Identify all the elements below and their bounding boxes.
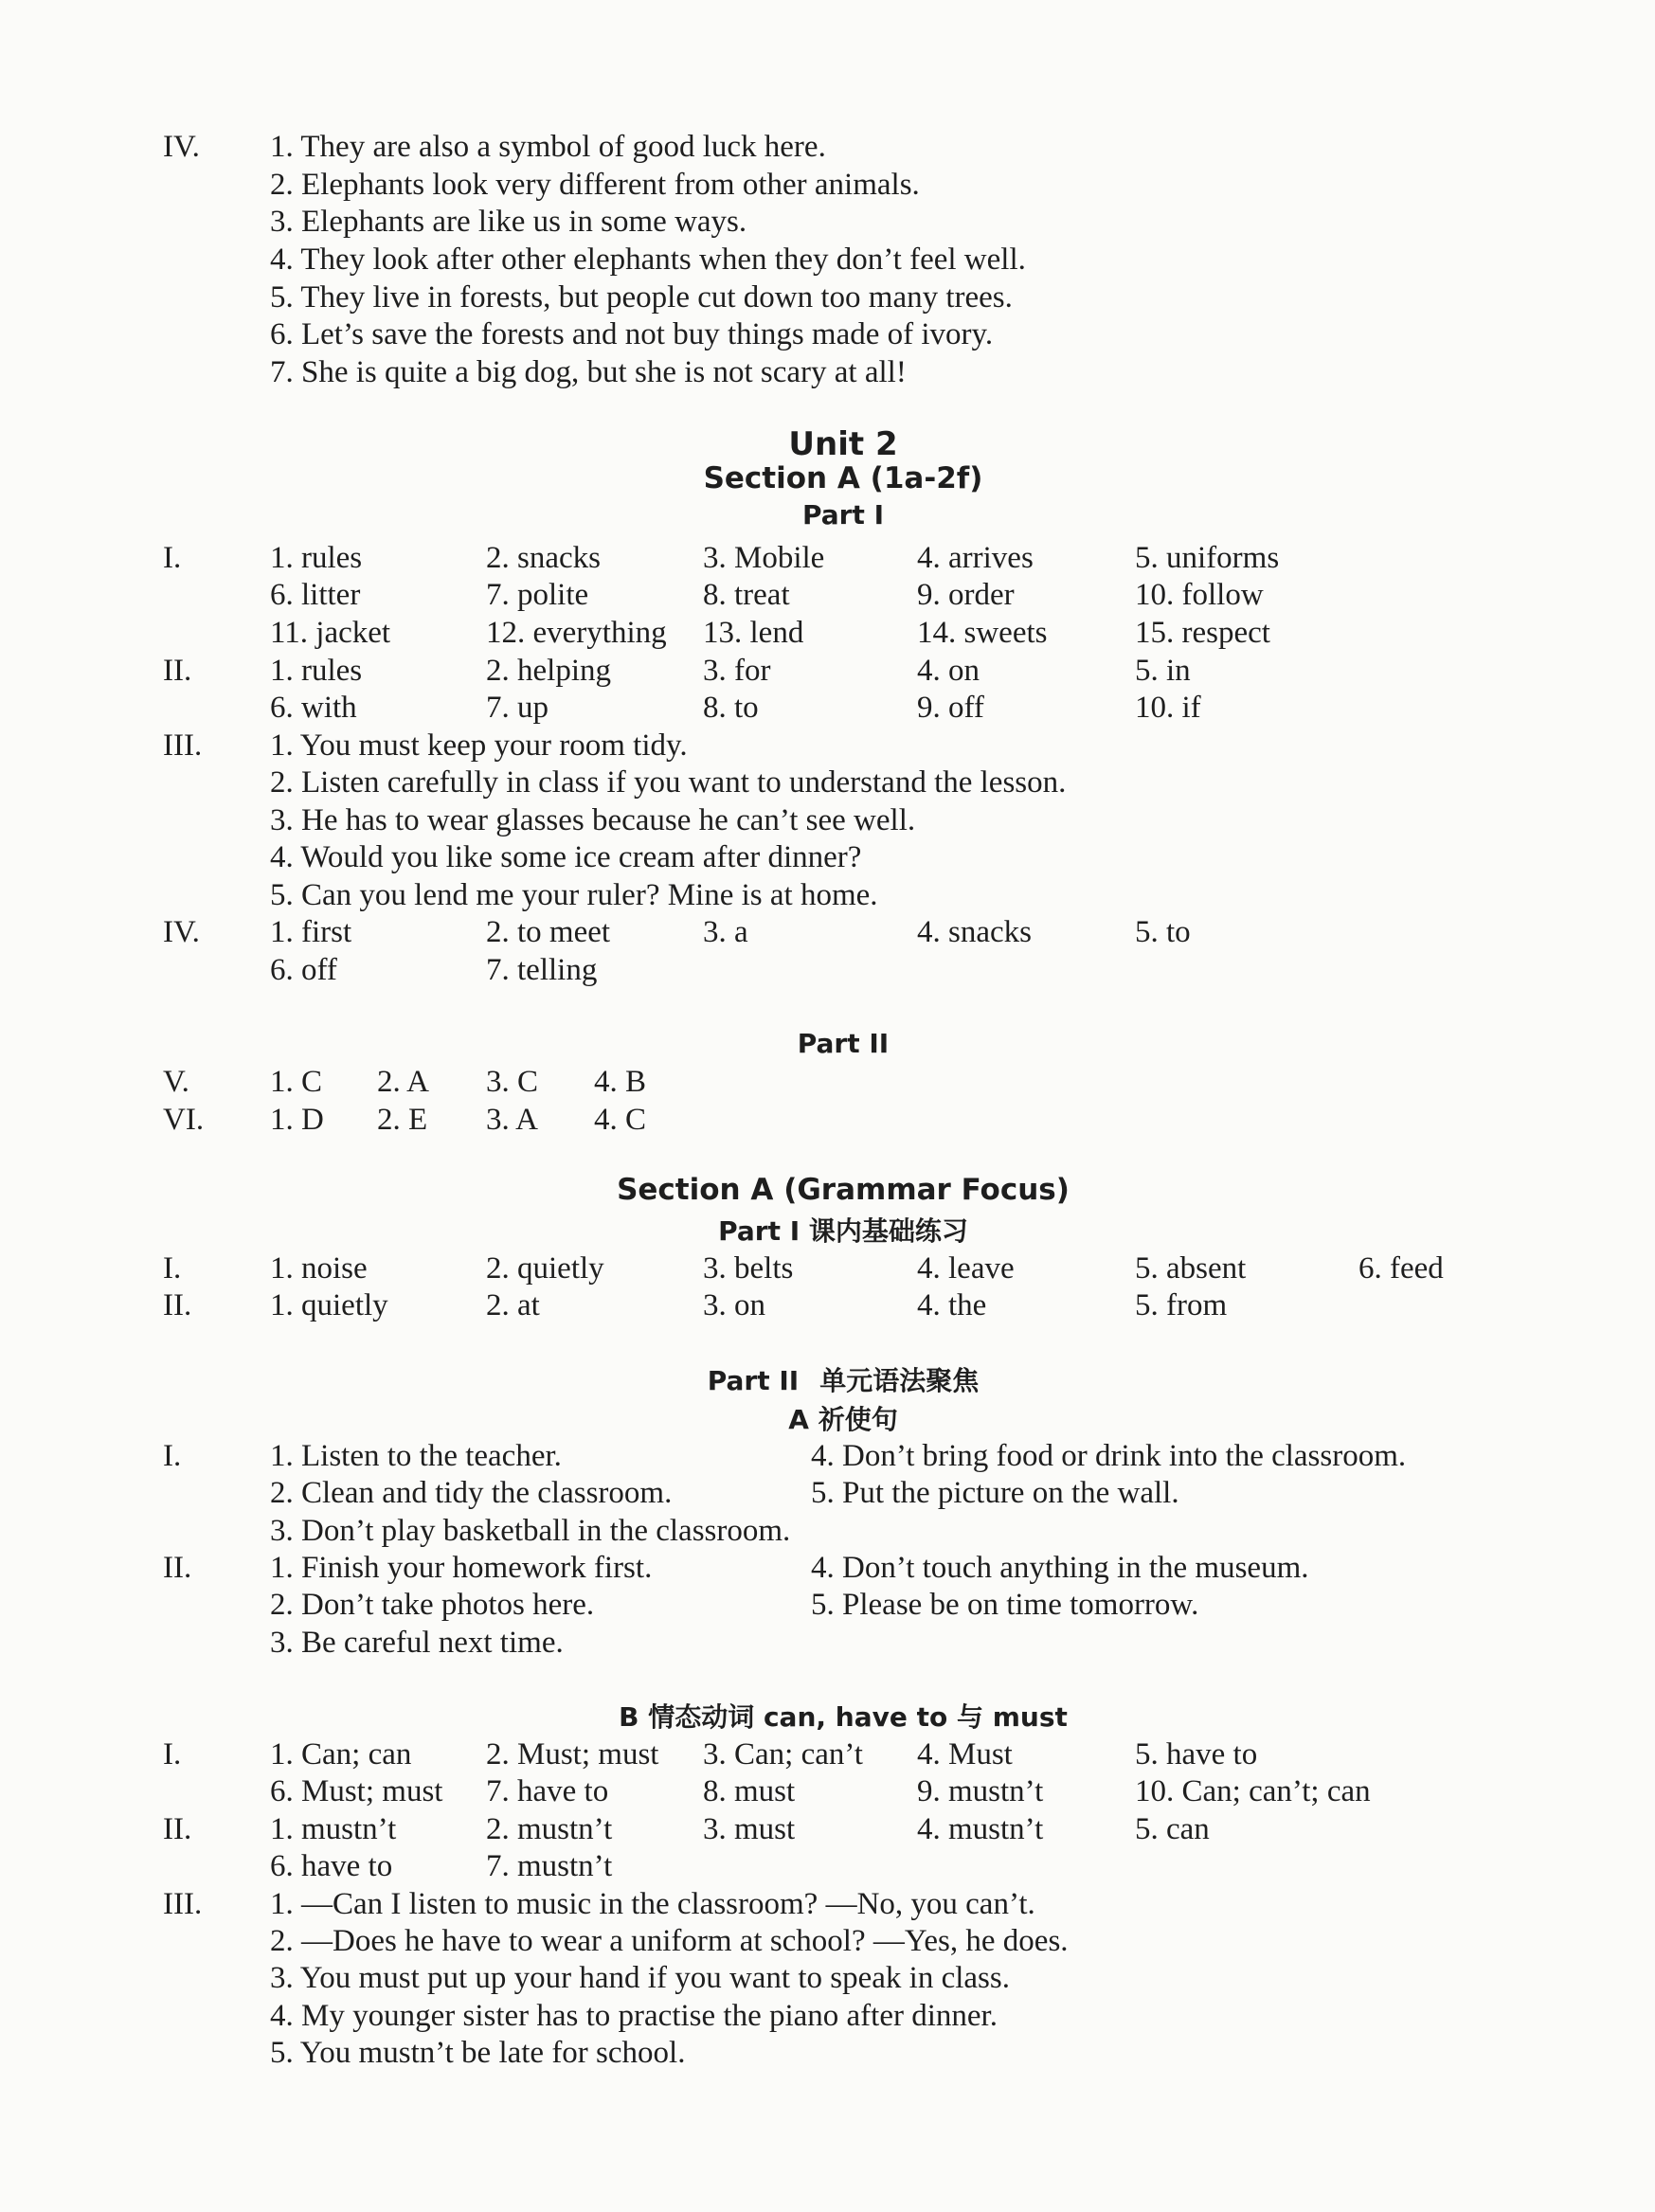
answer-item: 2. E bbox=[377, 1103, 428, 1137]
answer-item: 4. Don’t touch anything in the museum. bbox=[811, 1551, 1309, 1585]
answer-item: 6. litter bbox=[270, 578, 361, 612]
exercise-number: IV. bbox=[163, 130, 200, 164]
answer-item: 2. Elephants look very different from other animals. bbox=[270, 168, 920, 202]
exercise-number: II. bbox=[163, 1288, 192, 1322]
answer-item: 5. in bbox=[1135, 654, 1191, 688]
answer-item: 5. Put the picture on the wall. bbox=[811, 1476, 1179, 1510]
part-subtitle: 单元语法聚焦 bbox=[819, 1365, 980, 1396]
answer-item: 1. rules bbox=[270, 654, 363, 688]
exercise-number: II. bbox=[163, 1812, 192, 1846]
answer-item: 6. with bbox=[270, 691, 357, 725]
answer-item: 1. Listen to the teacher. bbox=[270, 1439, 562, 1473]
answer-item: 6. Must; must bbox=[270, 1774, 443, 1808]
answer-item: 5. Please be on time tomorrow. bbox=[811, 1588, 1199, 1622]
answer-item: 4. C bbox=[594, 1103, 647, 1137]
answer-item: 5. Can you lend me your ruler? Mine is at home. bbox=[270, 878, 878, 912]
exercise-number: IV. bbox=[163, 915, 200, 949]
answer-item: 3. Can; can’t bbox=[703, 1737, 863, 1771]
exercise-number: III. bbox=[163, 728, 203, 763]
answer-item: 1. Finish your homework first. bbox=[270, 1551, 653, 1585]
answer-item: 2. Must; must bbox=[486, 1737, 659, 1771]
answer-item: 6. have to bbox=[270, 1849, 393, 1883]
answer-item: 3. must bbox=[703, 1812, 796, 1846]
answer-item: 1. first bbox=[270, 915, 352, 949]
answer-item: 3. He has to wear glasses because he can’t see well. bbox=[270, 803, 916, 837]
answer-item: 7. have to bbox=[486, 1774, 609, 1808]
exercise-number: I. bbox=[163, 1439, 182, 1473]
answer-item: 1. D bbox=[270, 1103, 324, 1137]
answer-item: 2. —Does he have to wear a uniform at school? —Yes, he does. bbox=[270, 1924, 1069, 1958]
answer-item: 5. to bbox=[1135, 915, 1191, 949]
answer-item: 2. Listen carefully in class if you want to understand the lesson. bbox=[270, 765, 1067, 800]
answer-item: 4. arrives bbox=[917, 541, 1034, 575]
answer-item: 6. feed bbox=[1358, 1251, 1444, 1286]
answer-item: 3. You must put up your hand if you want to speak in class. bbox=[270, 1961, 1010, 1995]
answer-item: 8. must bbox=[703, 1774, 796, 1808]
answer-item: 2. snacks bbox=[486, 541, 601, 575]
subsection-title: A 祈使句 bbox=[788, 1404, 898, 1435]
answer-item: 4. leave bbox=[917, 1251, 1015, 1286]
exercise-number: III. bbox=[163, 1887, 203, 1921]
answer-item: 3. Elephants are like us in some ways. bbox=[270, 205, 747, 239]
exercise-number: VI. bbox=[163, 1103, 205, 1137]
answer-item: 5. You mustn’t be late for school. bbox=[270, 2036, 686, 2070]
answer-item: 5. absent bbox=[1135, 1251, 1247, 1286]
exercise-number: II. bbox=[163, 654, 192, 688]
answer-item: 1. mustn’t bbox=[270, 1812, 397, 1846]
answer-item: 3. for bbox=[703, 654, 771, 688]
subsection-title: B 情态动词 can, have to 与 must bbox=[619, 1701, 1068, 1733]
answer-item: 2. A bbox=[377, 1065, 430, 1099]
answer-item: 12. everything bbox=[486, 616, 667, 650]
answer-item: 6. Let’s save the forests and not buy things made of ivory. bbox=[270, 317, 994, 351]
answer-item: 3. Be careful next time. bbox=[270, 1626, 564, 1660]
exercise-number: V. bbox=[163, 1065, 189, 1099]
answer-item: 2. Clean and tidy the classroom. bbox=[270, 1476, 673, 1510]
answer-item: 1. Can; can bbox=[270, 1737, 412, 1771]
answer-item: 4. My younger sister has to practise the piano after dinner. bbox=[270, 1999, 998, 2033]
answer-item: 9. order bbox=[917, 578, 1015, 612]
answer-item: 4. on bbox=[917, 654, 980, 688]
answer-item: 7. mustn’t bbox=[486, 1849, 613, 1883]
answer-item: 4. Would you like some ice cream after dinner? bbox=[270, 840, 862, 874]
answer-item: 9. mustn’t bbox=[917, 1774, 1044, 1808]
answer-item: 2. mustn’t bbox=[486, 1812, 613, 1846]
part-title bbox=[0, 1360, 1655, 1398]
answer-item: 3. on bbox=[703, 1288, 765, 1322]
exercise-number: II. bbox=[163, 1551, 192, 1585]
answer-item: 4. the bbox=[917, 1288, 987, 1322]
answer-item: 5. uniforms bbox=[1135, 541, 1280, 575]
answer-item: 7. up bbox=[486, 691, 549, 725]
answer-item: 1. They are also a symbol of good luck here. bbox=[270, 130, 826, 164]
answer-item: 7. She is quite a big dog, but she is not scary at all! bbox=[270, 355, 907, 389]
answer-item: 1. You must keep your room tidy. bbox=[270, 728, 688, 763]
part-title: Part I bbox=[801, 499, 885, 531]
answer-item: 3. A bbox=[486, 1103, 539, 1137]
answer-item: 14. sweets bbox=[917, 616, 1048, 650]
answer-item: 1. quietly bbox=[270, 1288, 388, 1322]
answer-item: 7. telling bbox=[486, 953, 598, 987]
exercise-number: I. bbox=[163, 1737, 182, 1771]
answer-item: 1. —Can I listen to music in the classroom? —No, you can’t. bbox=[270, 1887, 1035, 1921]
answer-item: 2. to meet bbox=[486, 915, 611, 949]
answer-item: 10. follow bbox=[1135, 578, 1264, 612]
answer-item: 15. respect bbox=[1135, 616, 1270, 650]
answer-item: 2. Don’t take photos here. bbox=[270, 1588, 595, 1622]
answer-item: 10. Can; can’t; can bbox=[1135, 1774, 1371, 1808]
answer-item: 1. rules bbox=[270, 541, 363, 575]
answer-item: 7. polite bbox=[486, 578, 589, 612]
part-title: Part II bbox=[797, 1028, 890, 1059]
part-title: Part I 课内基础练习 bbox=[718, 1215, 968, 1247]
answer-item: 3. Mobile bbox=[703, 541, 825, 575]
answer-item: 5. can bbox=[1135, 1812, 1210, 1846]
answer-item: 2. quietly bbox=[486, 1251, 604, 1286]
answer-item: 3. a bbox=[703, 915, 748, 949]
section-title: Section A (Grammar Focus) bbox=[617, 1173, 1070, 1207]
answer-item: 3. Don’t play basketball in the classroom. bbox=[270, 1514, 791, 1548]
answer-item: 5. from bbox=[1135, 1288, 1228, 1322]
answer-item: 3. C bbox=[486, 1065, 539, 1099]
answer-item: 8. treat bbox=[703, 578, 790, 612]
answer-item: 1. C bbox=[270, 1065, 323, 1099]
answer-item: 8. to bbox=[703, 691, 759, 725]
answer-item: 9. off bbox=[917, 691, 984, 725]
answer-item: 2. at bbox=[486, 1288, 540, 1322]
exercise-number: I. bbox=[163, 1251, 182, 1286]
answer-item: 3. belts bbox=[703, 1251, 794, 1286]
answer-item: 6. off bbox=[270, 953, 337, 987]
answer-item: 2. helping bbox=[486, 654, 611, 688]
answer-item: 5. have to bbox=[1135, 1737, 1258, 1771]
answer-item: 11. jacket bbox=[270, 616, 391, 650]
answer-item: 10. if bbox=[1135, 691, 1201, 725]
answer-item: 4. They look after other elephants when they don’t feel well. bbox=[270, 243, 1026, 277]
answer-item: 4. snacks bbox=[917, 915, 1032, 949]
answer-item: 5. They live in forests, but people cut down too many trees. bbox=[270, 280, 1013, 315]
exercise-number: I. bbox=[163, 541, 182, 575]
unit-title: Unit 2 bbox=[788, 425, 898, 463]
answer-item: 13. lend bbox=[703, 616, 804, 650]
answer-item: 4. B bbox=[594, 1065, 647, 1099]
answer-item: 4. Must bbox=[917, 1737, 1013, 1771]
answer-item: 4. mustn’t bbox=[917, 1812, 1044, 1846]
answer-item: 4. Don’t bring food or drink into the classroom. bbox=[811, 1439, 1407, 1473]
section-title: Section A (1a-2f) bbox=[703, 461, 983, 495]
part-label: Part II bbox=[707, 1365, 800, 1396]
answer-item: 1. noise bbox=[270, 1251, 368, 1286]
